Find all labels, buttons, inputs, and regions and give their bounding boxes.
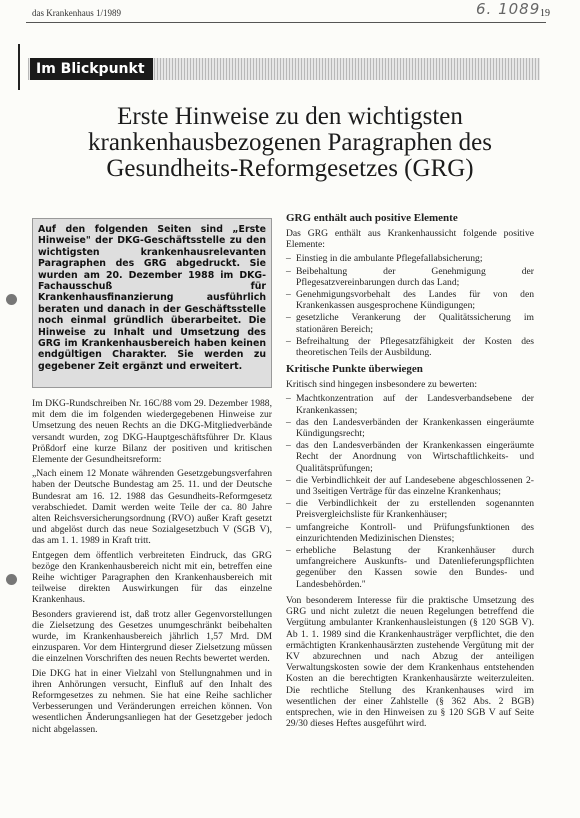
- list-item: – Einstieg in die ambulante Pflegefallabsicherung;: [286, 253, 534, 264]
- paragraph: Kritisch sind hingegen insbesondere zu bewerten:: [286, 379, 478, 391]
- list-item: – Genehmigungsvorbehalt des Landes für von den Krankenkassen ausgesprochene Kündigungen;: [286, 289, 534, 311]
- critical-list: [286, 393, 534, 589]
- handwritten-note: 6. 1089: [476, 0, 541, 18]
- subheading-critical: Kritische Punkte überwiegen: [286, 363, 423, 376]
- left-column: [32, 398, 272, 738]
- list-item: – erhebliche Belastung der Krankenhäuser durch umfangreichere Auskunfts- und Datenlieferungspflichten gegenüber den Kassen sowie den Bundes- und Landesbehörden.": [286, 545, 534, 590]
- abstract-box: [32, 218, 272, 388]
- paragraph: Besonders gravierend ist, daß trotz aller Gegenvorstellungen die Zielsetzung des Gesetzes unumgeschränkt beibehalten wurde, im Krankenhausbereich jährlich 1,57 Mrd. DM einzusparen. Vor dem Hintergrund dieser Zielsetzung müssen die einzelnen Vorschriften des neuen Rechts bewertet werden.: [32, 608, 272, 665]
- list-item: – umfangreiche Kontroll- und Prüfungsfunktionen des einzurichtenden Medizinischen Dienstes;: [286, 522, 534, 544]
- section-tag: Im Blickpunkt: [30, 58, 153, 80]
- list-item: – die Verbindlichkeit der auf Landesebene abgeschlossenen 2- und 3seitigen Verträge für das einzelne Krankenhaus;: [286, 475, 534, 497]
- paragraph: Im DKG-Rundschreiben Nr. 16C/88 vom 29. Dezember 1988, mit dem die im folgenden wiedergegebenen Hinweise zur Umsetzung des neuen Rechts an die DKG-Mitgliedverbände versandt wurden, zog DKG-Hauptgeschäftsführer Dr. Klaus Prößdorf eine kurze Bilanz der positiven und kritischen Elemente der Gesundheitsreform:: [32, 398, 272, 466]
- page-number: 19: [540, 8, 550, 19]
- list-item: – Befreihaltung der Pflegesatzfähigkeit der Kosten des theoretischen Teils der Ausbildung.: [286, 336, 534, 358]
- list-item: – die Verbindlichkeit der zu erstellenden sogenannten Preisvergleichsliste für Krankenhäuser;: [286, 498, 534, 520]
- punch-hole: [6, 294, 17, 305]
- list-item: – Beibehaltung der Genehmigung der Pflegesatzvereinbarungen durch das Land;: [286, 266, 534, 288]
- article-title: Erste Hinweise zu den wichtigsten krankenhausbezogenen Paragraphen des Gesundheits-Reformgesetzes (GRG): [88, 103, 492, 182]
- paragraph: Das GRG enthält aus Krankenhaussicht folgende positive Elemente:: [286, 228, 534, 251]
- paragraph: Die DKG hat in einer Vielzahl von Stellungnahmen und in ihren Anhörungen versucht, Einfluß auf den Inhalt des Reformgesetzes zu nehmen. Sie hat eine Reihe sachlicher Verbesserungen und Veränderungen erreichen können. Von wesentlichen Änderungsanliegen hat der Gesetzgeber jedoch nicht abgelassen.: [32, 667, 272, 735]
- subheading-positive: GRG enthält auch positive Elemente: [286, 212, 458, 224]
- running-header: das Krankenhaus 1/1989: [32, 8, 121, 18]
- right-column: [286, 212, 534, 732]
- punch-hole: [6, 574, 17, 585]
- paragraph: Von besonderem Interesse für die praktische Umsetzung des GRG und nicht zuletzt die neuen Regelungen betreffend die Vergütung ambulanter Krankenhausleistungen (§ 120 SGB V). Ab 1. 1. 1989 sind die Krankenhausträger verpflichtet, die den ermächtigten Krankenhausärzten zustehende Vergütung mit der KV abzurechnen und nach Abzug der anteiligen Verwaltungskosten sowie der dem Krankenhaus entstehenden Kosten an die berechtigten Krankenhausärzte weiterzuleiten. Die rechtliche Stellung des Krankenhauses wird im wesentlichen der einer Zahlstelle (§ 362 Abs. 2 BGB) entsprechen, wie in den Hinweisen zu § 120 SGB V auf Seite 29/30 dieses Heftes ausgeführt wird.: [286, 594, 534, 730]
- list-item: – das den Landesverbänden der Krankenkassen eingeräumte Kündigungsrecht;: [286, 417, 534, 439]
- positive-list: [286, 253, 534, 358]
- list-item: – Machtkonzentration auf der Landesverbandsebene der Krankenkassen;: [286, 393, 534, 415]
- abstract-text: Auf den folgenden Seiten sind „Erste Hinweise" der DKG-Geschäftsstelle zu den wichtigsten krankenhausrelevanten Paragraphen des GRG abgedruckt. Sie wurden am 20. Dezember 1988 im DKG-Fachausschuß für Krankenhausfinanzierung ausführlich beraten und danach in der Geschäftsstelle noch einmal gründlich überarbeitet. Die Hinweise zu Inhalt und Umsetzung des GRG im Krankenhausbereich haben keinen endgültigen Charakter. Sie werden zu gegebener Zeit ergänzt und erweitert.: [38, 224, 266, 372]
- header-rule: [26, 22, 546, 23]
- paragraph: „Nach einem 12 Monate währenden Gesetzgebungsverfahren haben der Deutsche Bundestag am 25. 11. und der Deutsche Bundesrat am 16. 12. 1988 das Gesundheits-Reformgesetz verabschiedet. Damit werden weite Teile der ca. 80 Jahre alten Reichsversicherungsordnung (RVO) außer Kraft gesetzt und abgelöst durch das neue Sozialgesetzbuch V (SGB V), das am 1. 1. 1989 in Kraft tritt.: [32, 468, 272, 547]
- margin-mark: [18, 44, 20, 90]
- list-item: – gesetzliche Verankerung der Qualitätssicherung im stationären Bereich;: [286, 312, 534, 334]
- paragraph: Entgegen dem öffentlich verbreiteten Eindruck, das GRG bezöge den Krankenhausbereich nicht mit ein, betreffen eine Reihe wichtiger Paragraphen den Krankenhausbereich mit teilweise direkten Auswirkungen für das einzelne Krankenhaus.: [32, 549, 272, 606]
- list-item: – das den Landesverbänden der Krankenkassen eingeräumte Recht der Anordnung von Wirtschaftlichkeits- und Qualitätsprüfungen;: [286, 440, 534, 474]
